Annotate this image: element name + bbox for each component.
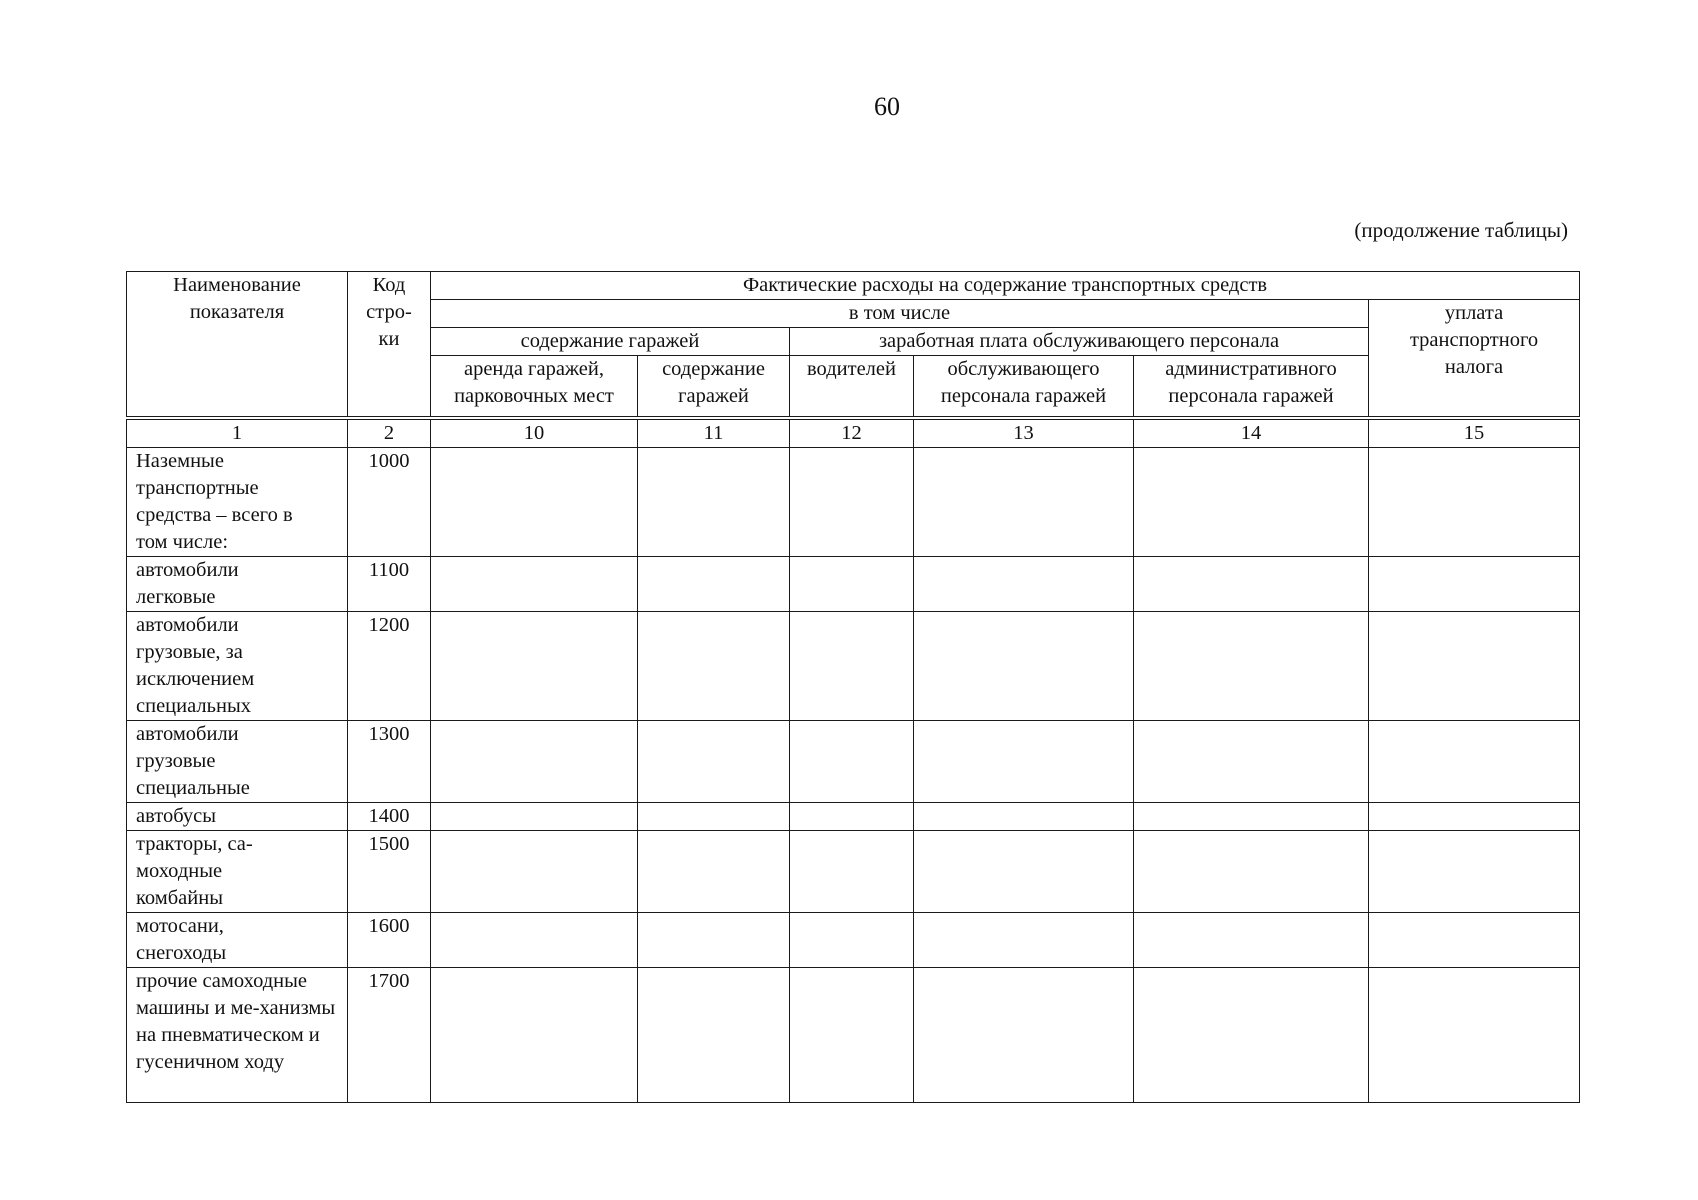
table-row [127, 912, 1580, 967]
value-cell[interactable] [1369, 447, 1580, 556]
table-row [127, 556, 1580, 611]
row-label: мотосани, снегоходы [127, 912, 348, 967]
value-cell[interactable] [1134, 802, 1369, 830]
row-code: 1500 [348, 830, 431, 912]
table-row [127, 830, 1580, 912]
value-cell[interactable] [914, 447, 1134, 556]
value-cell[interactable] [431, 802, 638, 830]
table-row [127, 802, 1580, 830]
table-row [127, 447, 1580, 556]
value-cell[interactable] [914, 720, 1134, 802]
value-cell[interactable] [431, 912, 638, 967]
column-number: 1 [127, 418, 348, 448]
value-cell[interactable] [1134, 447, 1369, 556]
value-cell[interactable] [638, 556, 790, 611]
row-code: 1700 [348, 967, 431, 1102]
row-label: Наземные транспортные средства – всего в том числе: [127, 447, 348, 556]
column-number: 11 [638, 418, 790, 448]
header-row-code: Код стро-ки [348, 272, 431, 418]
value-cell[interactable] [1134, 720, 1369, 802]
table-row [127, 611, 1580, 720]
value-cell[interactable] [914, 556, 1134, 611]
value-cell[interactable] [1134, 611, 1369, 720]
header-col-service-staff: обслуживающего персонала гаражей [914, 356, 1134, 418]
value-cell[interactable] [431, 967, 638, 1102]
value-cell[interactable] [1369, 967, 1580, 1102]
value-cell[interactable] [790, 447, 914, 556]
header-including: в том числе [431, 300, 1369, 328]
value-cell[interactable] [638, 830, 790, 912]
column-number: 12 [790, 418, 914, 448]
value-cell[interactable] [914, 912, 1134, 967]
value-cell[interactable] [914, 967, 1134, 1102]
value-cell[interactable] [638, 720, 790, 802]
header-transport-tax: уплата транспортного налога [1369, 300, 1580, 418]
table-row [127, 967, 1580, 1102]
row-code: 1200 [348, 611, 431, 720]
header-col-rent: аренда гаражей, парковочных мест [431, 356, 638, 418]
column-number: 10 [431, 418, 638, 448]
header-col-admin-staff: административного персонала гаражей [1134, 356, 1369, 418]
column-number: 14 [1134, 418, 1369, 448]
value-cell[interactable] [431, 611, 638, 720]
header-actual-expenses: Фактические расходы на содержание транспортных средств [431, 272, 1580, 300]
value-cell[interactable] [914, 830, 1134, 912]
row-code: 1600 [348, 912, 431, 967]
value-cell[interactable] [1369, 912, 1580, 967]
value-cell[interactable] [431, 720, 638, 802]
row-code: 1300 [348, 720, 431, 802]
header-col-drivers: водителей [790, 356, 914, 418]
value-cell[interactable] [431, 556, 638, 611]
row-code: 1400 [348, 802, 431, 830]
row-label: тракторы, са-моходные комбайны [127, 830, 348, 912]
value-cell[interactable] [914, 802, 1134, 830]
value-cell[interactable] [1369, 611, 1580, 720]
value-cell[interactable] [1369, 802, 1580, 830]
value-cell[interactable] [790, 720, 914, 802]
value-cell[interactable] [638, 447, 790, 556]
value-cell[interactable] [790, 611, 914, 720]
expenses-table [126, 271, 1580, 1103]
value-cell[interactable] [1369, 720, 1580, 802]
value-cell[interactable] [1369, 556, 1580, 611]
column-number: 2 [348, 418, 431, 448]
row-code: 1100 [348, 556, 431, 611]
header-row-1 [127, 272, 1580, 300]
row-label: автомобили легковые [127, 556, 348, 611]
value-cell[interactable] [1134, 830, 1369, 912]
table-row [127, 720, 1580, 802]
header-staff-salary: заработная плата обслуживающего персонала [790, 328, 1369, 356]
value-cell[interactable] [790, 967, 914, 1102]
value-cell[interactable] [638, 611, 790, 720]
header-col-garage-upkeep: содержание гаражей [638, 356, 790, 418]
column-number: 13 [914, 418, 1134, 448]
row-label: прочие самоходные машины и ме-ханизмы на пневматическом и гусеничном ходу [127, 967, 348, 1102]
value-cell[interactable] [1134, 967, 1369, 1102]
row-label: автобусы [127, 802, 348, 830]
value-cell[interactable] [638, 802, 790, 830]
value-cell[interactable] [431, 830, 638, 912]
value-cell[interactable] [638, 912, 790, 967]
continuation-note: (продолжение таблицы) [1354, 218, 1568, 242]
value-cell[interactable] [1134, 556, 1369, 611]
value-cell[interactable] [790, 802, 914, 830]
column-numbers-row [127, 418, 1580, 448]
header-garage-maintenance: содержание гаражей [431, 328, 790, 356]
page-number: 60 [874, 92, 900, 121]
row-label: автомобили грузовые специальные [127, 720, 348, 802]
value-cell[interactable] [790, 912, 914, 967]
header-indicator-name: Наименование показателя [127, 272, 348, 418]
value-cell[interactable] [638, 967, 790, 1102]
column-number: 15 [1369, 418, 1580, 448]
value-cell[interactable] [1134, 912, 1369, 967]
value-cell[interactable] [790, 830, 914, 912]
value-cell[interactable] [1369, 830, 1580, 912]
value-cell[interactable] [914, 611, 1134, 720]
value-cell[interactable] [431, 447, 638, 556]
row-code: 1000 [348, 447, 431, 556]
row-label: автомобили грузовые, за исключением специальных [127, 611, 348, 720]
value-cell[interactable] [790, 556, 914, 611]
